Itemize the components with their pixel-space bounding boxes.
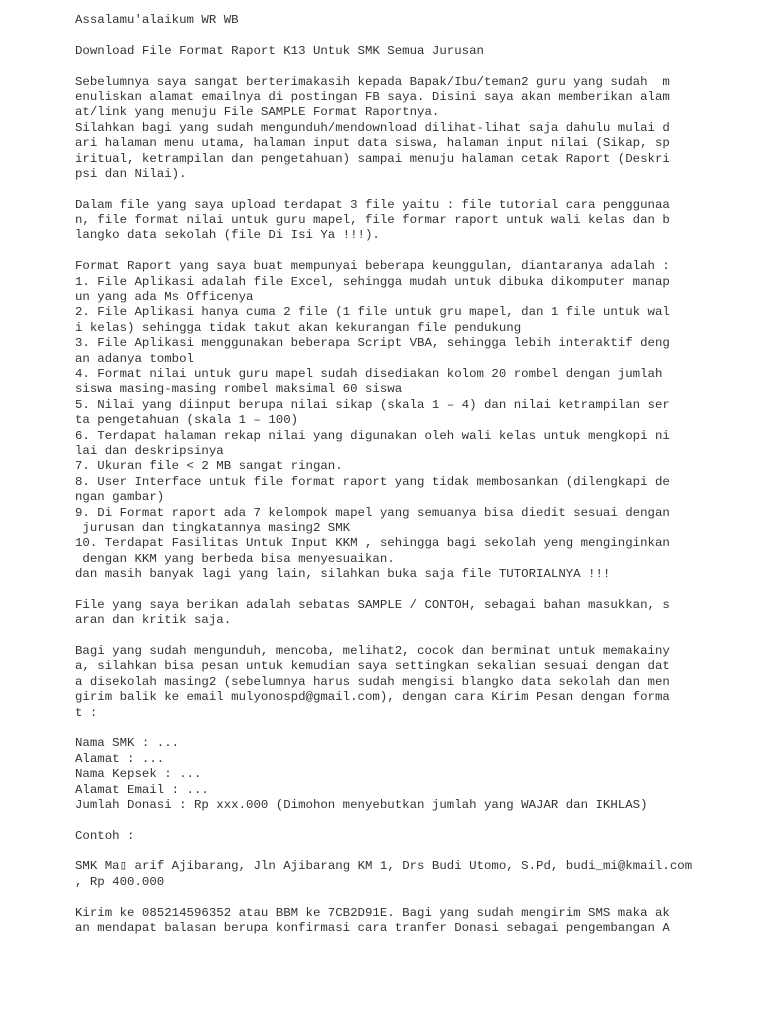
document-line: 2. File Aplikasi hanya cuma 2 file (1 file untuk gru mapel, dan 1 file untuk wal — [75, 305, 670, 320]
document-line: ngan gambar) — [75, 490, 165, 505]
document-line: iritual, ketrampilan dan pengetahuan) sampai menuju halaman cetak Raport (Deskri — [75, 151, 670, 166]
document-line — [75, 182, 755, 197]
document-line: 4. Format nilai untuk guru mapel sudah disediakan kolom 20 rombel dengan jumlah — [75, 366, 663, 381]
document-line: Format Raport yang saya buat mempunyai beberapa keunggulan, diantaranya adalah : — [75, 259, 670, 274]
document-line: dan masih banyak lagi yang lain, silahkan buka saja file TUTORIALNYA !!! — [75, 567, 611, 582]
document-line: SMK Ma▯ arif Ajibarang, Jln Ajibarang KM 1, Drs Budi Utomo, S.Pd, budi_mi@kmail.com — [75, 859, 693, 874]
document-line: Jumlah Donasi : Rp xxx.000 (Dimohon menyebutkan jumlah yang WAJAR dan IKHLAS) — [75, 797, 648, 812]
document-line: dengan KKM yang berbeda bisa menyesuaikan. — [75, 551, 395, 566]
document-line — [75, 28, 755, 43]
document-line: 6. Terdapat halaman rekap nilai yang digunakan oleh wali kelas untuk mengkopi ni — [75, 428, 670, 443]
document-line — [75, 629, 755, 644]
document-line: Nama SMK : ... — [75, 736, 180, 751]
document-line: 3. File Aplikasi menggunakan beberapa Script VBA, sehingga lebih interaktif deng — [75, 336, 670, 351]
document-line — [75, 59, 755, 74]
document-line: an mendapat balasan berupa konfirmasi cara tranfer Donasi sebagai pengembangan A — [75, 921, 670, 936]
document-line: ta pengetahuan (skala 1 – 100) — [75, 413, 299, 428]
document-line: jurusan dan tingkatannya masing2 SMK — [75, 520, 351, 535]
document-line: Alamat : ... — [75, 751, 165, 766]
document-line: Sebelumnya saya sangat berterimakasih kepada Bapak/Ibu/teman2 guru yang sudah m — [75, 74, 670, 89]
document-line: 9. Di Format raport ada 7 kelompok mapel yang semuanya bisa diedit sesuai dengan — [75, 505, 670, 520]
document-line: Download File Format Raport K13 Untuk SMK Semua Jurusan — [75, 43, 484, 58]
document-line: 10. Terdapat Fasilitas Untuk Input KKM , sehingga bagi sekolah yeng menginginkan — [75, 536, 670, 551]
document-line: psi dan Nilai). — [75, 166, 187, 181]
document-line: 8. User Interface untuk file format raport yang tidak membosankan (dilengkapi de — [75, 474, 670, 489]
document-line: Dalam file yang saya upload terdapat 3 file yaitu : file tutorial cara penggunaa — [75, 197, 670, 212]
document-line: enuliskan alamat emailnya di postingan FB saya. Disini saya akan memberikan alam — [75, 89, 670, 104]
document-line: t : — [75, 705, 98, 720]
document-line — [75, 721, 755, 736]
document-page — [75, 13, 755, 936]
document-line — [75, 890, 755, 905]
document-line: Silahkan bagi yang sudah mengunduh/mendownload dilihat-lihat saja dahulu mulai d — [75, 120, 670, 135]
document-line: aran dan kritik saja. — [75, 613, 232, 628]
document-line: File yang saya berikan adalah sebatas SAMPLE / CONTOH, sebagai bahan masukkan, s — [75, 597, 670, 612]
document-line: a disekolah masing2 (sebelumnya harus sudah mengisi blangko data sekolah dan men — [75, 674, 670, 689]
document-line: 7. Ukuran file < 2 MB sangat ringan. — [75, 459, 343, 474]
document-line — [75, 844, 755, 859]
document-line: girim balik ke email mulyonospd@gmail.com), dengan cara Kirim Pesan dengan forma — [75, 690, 670, 705]
document-line: lai dan deskripsinya — [75, 443, 224, 458]
document-line: Kirim ke 085214596352 atau BBM ke 7CB2D91E. Bagi yang sudah mengirim SMS maka ak — [75, 905, 670, 920]
document-line: 5. Nilai yang diinput berupa nilai sikap (skala 1 – 4) dan nilai ketrampilan ser — [75, 397, 670, 412]
document-line: un yang ada Ms Officenya — [75, 290, 254, 305]
document-line: langko data sekolah (file Di Isi Ya !!!). — [75, 228, 380, 243]
document-line: i kelas) sehingga tidak takut akan kekurangan file pendukung — [75, 320, 522, 335]
document-line: 1. File Aplikasi adalah file Excel, sehingga mudah untuk dibuka dikomputer manap — [75, 274, 670, 289]
document-line: n, file format nilai untuk guru mapel, file formar raport untuk wali kelas dan b — [75, 213, 670, 228]
document-line: siswa masing-masing rombel maksimal 60 siswa — [75, 382, 403, 397]
document-line: an adanya tombol — [75, 351, 194, 366]
document-line: Bagi yang sudah mengunduh, mencoba, melihat2, cocok dan berminat untuk memakainy — [75, 644, 670, 659]
document-line — [75, 244, 755, 259]
document-line: Assalamu'alaikum WR WB — [75, 13, 239, 27]
document-line: ari halaman menu utama, halaman input data siswa, halaman input nilai (Sikap, sp — [75, 136, 670, 151]
document-line: , Rp 400.000 — [75, 874, 165, 889]
document-line: Contoh : — [75, 828, 135, 843]
document-line: a, silahkan bisa pesan untuk kemudian saya settingkan sekalian sesuai dengan dat — [75, 659, 670, 674]
document-line: at/link yang menuju File SAMPLE Format Raportnya. — [75, 105, 440, 120]
document-line: Alamat Email : ... — [75, 782, 209, 797]
document-line — [75, 813, 755, 828]
document-line: Nama Kepsek : ... — [75, 767, 202, 782]
document-line — [75, 582, 755, 597]
